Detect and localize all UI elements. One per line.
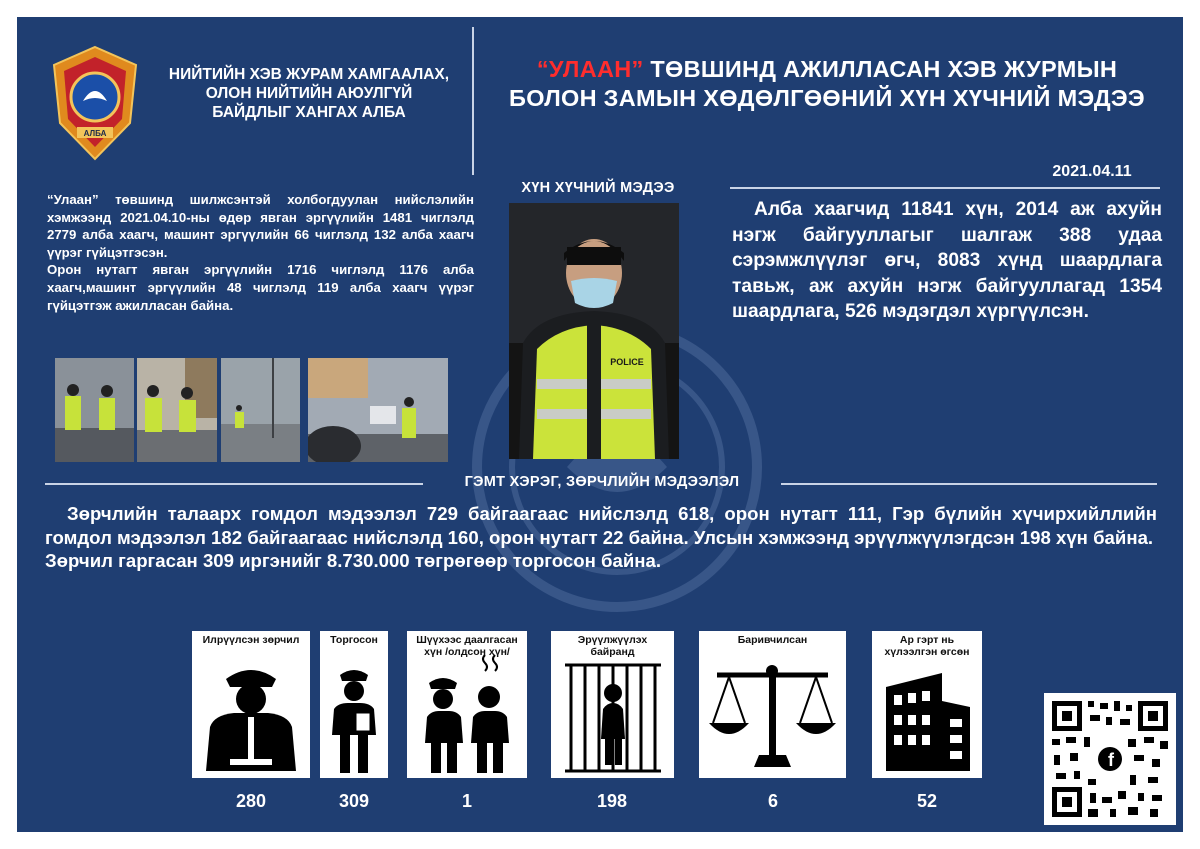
police-officer-icon <box>192 631 310 778</box>
agency-name-line: НИЙТИЙН ХЭВ ЖУРАМ ХАМГААЛАХ, <box>168 66 450 83</box>
stat-value: 280 <box>235 791 267 811</box>
agency-name-line: БАЙДЛЫГ ХАНГАХ АЛБА <box>212 104 406 121</box>
headline-red-word: “УЛААН” <box>536 56 644 82</box>
scales-icon <box>699 631 846 778</box>
stat-value: 309 <box>338 791 370 811</box>
qr-code[interactable] <box>1044 693 1176 825</box>
stat-value: 1 <box>461 791 472 811</box>
offense-summary <box>45 502 1157 573</box>
report-date: 2021.04.11 <box>1052 163 1132 180</box>
header-divider <box>472 27 474 175</box>
poster-headline <box>477 55 1177 113</box>
patrol-photo <box>55 358 134 462</box>
stat-value: 198 <box>596 791 628 811</box>
crime-section-title: ГЭМТ ХЭРЭГ, ЗӨРЧЛИЙН МЭДЭЭЛЭЛ <box>464 474 740 490</box>
stat-card-sobering-center <box>551 631 674 778</box>
agency-logo <box>50 45 140 163</box>
manpower-summary: Алба хаагчид 11841 хүн, 2014 аж ахуйн нэгж байгууллагыг шалгаж 388 удаа сэрэмжлүүлэг өгч, 8083 хүнд шаардлага тавьж, аж ахуйн нэгж байгууллагад 1354 шаардлага, 526 мэдэгдэл хүргүүлсэн. <box>732 199 1162 322</box>
crime-divider-left <box>45 483 423 485</box>
headline-line1: ТӨВШИНД АЖИЛЛАСАН ХЭВ ЖУРМЫН <box>643 56 1118 82</box>
offense-paragraph: Зөрчил гаргасан 309 иргэнийг 8.730.000 төгрөгөөр торгосон байна. <box>45 550 661 571</box>
stat-card-detained <box>699 631 846 778</box>
officer-writing-ticket-icon <box>320 631 388 778</box>
stat-card-detected <box>192 631 310 778</box>
svg-text:f: f <box>1108 750 1114 770</box>
patrol-photo <box>137 358 217 462</box>
stat-label: Эрүүлжүүлэх байранд <box>577 634 648 658</box>
stat-card-fined <box>320 631 388 778</box>
stat-value: 52 <box>916 791 938 811</box>
stat-label: Шүүхээс даалгасан хүн /олдсон хүн/ <box>416 634 518 658</box>
patrol-photo <box>221 358 300 462</box>
offense-paragraph: Зөрчлийн талаарх гомдол мэдээлэл 729 байгаагаас нийслэлд 618, орон нутагт 111, Гэр бүлийн хүчирхийллийн гомдол мэдээлэл 182 байгаагаас нийслэлд 160, орон нутагт 22 байна. Улсын хэмжээнд эрүүлжүүлэгдсэн 198 хүн байна. <box>45 503 1157 548</box>
headline-line2: БОЛОН ЗАМЫН ХӨДӨЛГӨӨНИЙ ХҮН ХҮЧНИЙ МЭДЭЭ <box>509 85 1145 111</box>
patrol-summary <box>47 191 474 314</box>
agency-name-line: ОЛОН НИЙТИЙН АЮУЛГҮЙ <box>205 85 413 102</box>
date-divider <box>730 187 1160 189</box>
poster <box>17 17 1183 832</box>
stat-label: Баривчилсан <box>737 634 808 646</box>
stat-value: 6 <box>767 791 778 811</box>
svg-text:АЛБА: АЛБА <box>83 129 107 138</box>
crime-divider-right <box>781 483 1157 485</box>
patrol-paragraph: Орон нутагт явган эргүүлийн 1716 чиглэлд 1176 алба хаагч,машинт эргүүлийн 48 чиглэлд 119 алба хаагч үүрэг гүйцэтгэж ажилласан байна. <box>47 262 474 313</box>
stat-label: Илрүүлсэн зөрчил <box>202 634 300 646</box>
vest-police-text: POLICE <box>610 357 644 367</box>
stat-card-handed-to-family <box>872 631 982 778</box>
patrol-paragraph: “Улаан” төвшинд шилжсэнтэй холбогдуулан нийслэлийн хэмжээнд 2021.04.10-ны өдөр явган эргүүлийн 1481 чиглэлд 2779 алба хаагч, машинт эргүүлийн 66 чиглэлд 132 алба хаагч үүрэг гүйцэтгэсэн. <box>47 192 474 260</box>
manpower-section-title: ХҮН ХҮЧНИЙ МЭДЭЭ <box>521 180 675 196</box>
stat-card-court-ordered <box>407 631 527 778</box>
stat-label: Ар гэрт нь хүлээлгэн өгсөн <box>884 634 970 658</box>
stat-label: Торгосон <box>330 634 378 646</box>
agency-name <box>144 65 474 122</box>
officer-photo <box>509 203 679 459</box>
patrol-photo <box>308 358 448 462</box>
